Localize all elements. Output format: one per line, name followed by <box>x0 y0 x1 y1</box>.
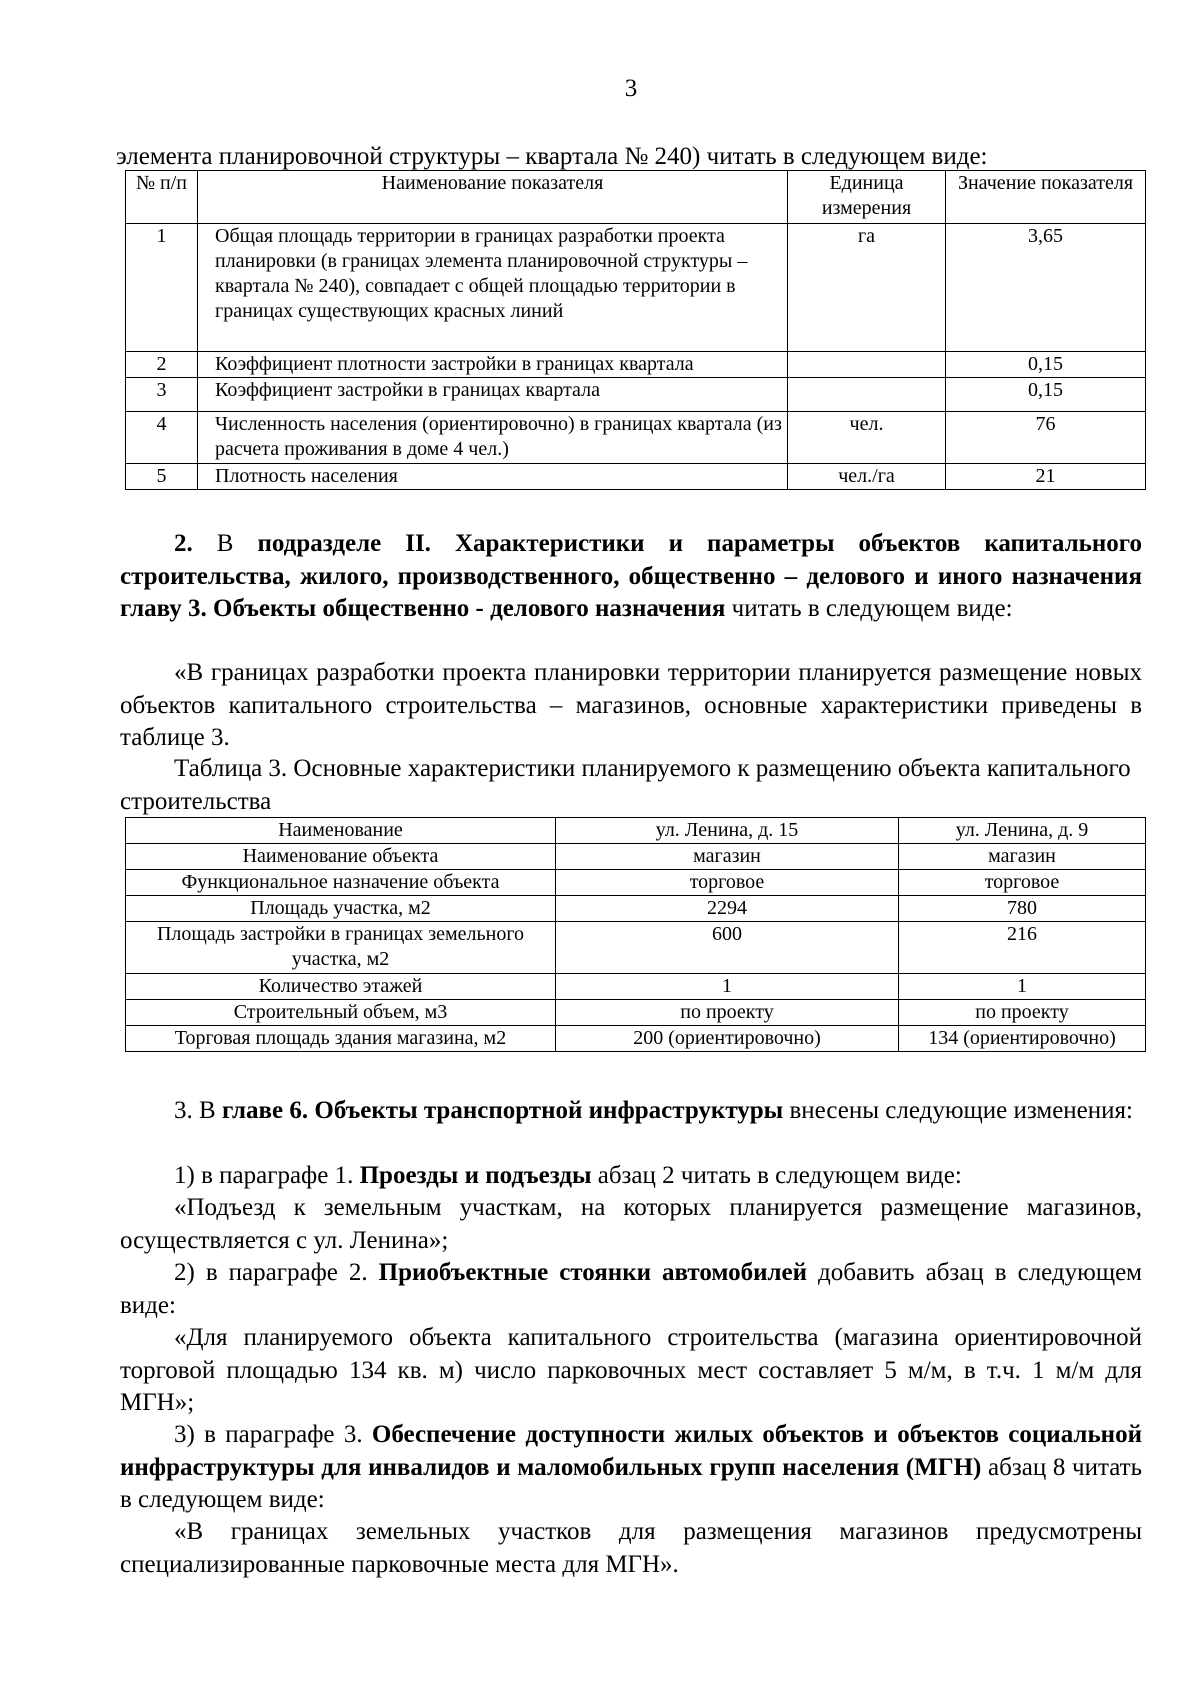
cell: 1 <box>899 974 1146 1000</box>
table-row <box>126 1000 1146 1026</box>
paragraph1-quote <box>120 1192 1142 1257</box>
table-row <box>126 922 1146 974</box>
table-row <box>126 870 1146 896</box>
p3-text-end: абзац 8 читать в следующем виде: <box>120 1453 1142 1513</box>
p3-bold: Обеспечение доступности жилых объектов и объектов социальной инфраструктуры для инвалидов и маломобильных групп населения (МГН) <box>120 1421 1142 1481</box>
paragraph3-quote <box>120 1516 1142 1581</box>
cell: 134 (ориентировочно) <box>899 1026 1146 1052</box>
table-row <box>126 974 1146 1000</box>
cell: торговое <box>899 870 1146 896</box>
row-num: 2 <box>126 352 198 378</box>
cell: по проекту <box>556 1000 899 1026</box>
section2-text-end: читать в следующем виде: <box>731 595 1013 622</box>
row-num: 3 <box>126 378 198 412</box>
header-lenina-9: ул. Ленина, д. 9 <box>899 818 1146 844</box>
header-unit: Единица измерения <box>788 171 946 224</box>
lead-text: элемента планировочной структуры – квартала № 240) читать в следующем виде: <box>116 143 988 170</box>
p2-quote-text: «Для планируемого объекта капитального строительства (магазина ориентировочной торговой площадью 134 кв. м) число парковочных мест составляет 5 м/м, в т.ч. 1 м/м для МГН»; <box>120 1324 1142 1416</box>
object-characteristics-table <box>125 817 1146 1052</box>
row-name: Коэффициент застройки в границах квартала <box>198 378 788 412</box>
table-row <box>126 896 1146 922</box>
row-value: 0,15 <box>946 352 1146 378</box>
row-unit: га <box>788 224 946 352</box>
section2-paragraph <box>120 528 1142 626</box>
header-value: Значение показателя <box>946 171 1146 224</box>
p2-text-end: добавить абзац в следующем виде: <box>120 1259 1142 1319</box>
section2-quote <box>120 657 1142 755</box>
p3-quote-text: «В границах земельных участков для размещения магазинов предусмотрены специализированные парковочные места для МГН». <box>120 1518 1142 1578</box>
cell: Строительный объем, м3 <box>126 1000 556 1026</box>
p1-text-end: абзац 2 читать в следующем виде: <box>597 1162 962 1189</box>
cell: Площадь участка, м2 <box>126 896 556 922</box>
row-value: 76 <box>946 412 1146 464</box>
row-name: Общая площадь территории в границах разработки проекта планировки (в границах элемента планировочной структуры – квартала № 240), совпадает с общей площадью территории в границах существующих красных линий <box>198 224 788 352</box>
header-name: Наименование показателя <box>198 171 788 224</box>
p2-text: 2) в параграфе 2. <box>174 1259 368 1286</box>
row-num: 5 <box>126 464 198 490</box>
section3-intro-text-end: внесены следующие изменения: <box>789 1097 1133 1124</box>
p3-text: 3) в параграфе 3. <box>174 1421 363 1448</box>
table-header-row <box>126 818 1146 844</box>
cell: 216 <box>899 922 1146 974</box>
row-num: 4 <box>126 412 198 464</box>
paragraph2-quote <box>120 1322 1142 1420</box>
p2-bold: Приобъектные стоянки автомобилей <box>378 1259 808 1286</box>
cell: Наименование объекта <box>126 844 556 870</box>
cell: магазин <box>899 844 1146 870</box>
row-name: Плотность населения <box>198 464 788 490</box>
table3-caption-text: Таблица 3. Основные характеристики планируемого к размещению объекта капитального строительства <box>120 755 1131 815</box>
paragraph1-item <box>120 1160 1142 1193</box>
paragraph2-item <box>120 1257 1142 1322</box>
section3-intro-bold: главе 6. Объекты транспортной инфраструктуры <box>221 1097 784 1124</box>
row-value: 21 <box>946 464 1146 490</box>
p1-text: 1) в параграфе 1. <box>174 1162 354 1189</box>
row-value: 0,15 <box>946 378 1146 412</box>
p1-bold: Проезды и подъезды <box>359 1162 592 1189</box>
row-name: Коэффициент плотности застройки в границах квартала <box>198 352 788 378</box>
section2-text: В <box>216 530 234 557</box>
header-lenina-15: ул. Ленина, д. 15 <box>556 818 899 844</box>
row-unit: чел. <box>788 412 946 464</box>
cell: Количество этажей <box>126 974 556 1000</box>
page-number: 3 <box>624 75 638 102</box>
section2-bold-title: подразделе II. Характеристики и параметры объектов капитального строительства, жилого, производственного, общественно – делового и иного назначения главу 3. Объекты общественно - делового назначения <box>120 530 1143 622</box>
section3-intro <box>120 1095 1142 1128</box>
cell: 600 <box>556 922 899 974</box>
row-value: 3,65 <box>946 224 1146 352</box>
cell: по проекту <box>899 1000 1146 1026</box>
table-row <box>126 1026 1146 1052</box>
row-unit <box>788 352 946 378</box>
cell: Площадь застройки в границах земельного участка, м2 <box>126 922 556 974</box>
row-unit: чел./га <box>788 464 946 490</box>
section2-number: 2. <box>174 530 193 557</box>
cell: магазин <box>556 844 899 870</box>
table3-caption <box>120 753 1142 818</box>
indicators-table <box>125 170 1146 490</box>
cell: 1 <box>556 974 899 1000</box>
p1-quote-text: «Подъезд к земельным участкам, на которых планируется размещение магазинов, осуществляется с ул. Ленина»; <box>120 1194 1142 1254</box>
section2-quote-text: «В границах разработки проекта планировки территории планируется размещение новых объектов капитального строительства – магазинов, основные характеристики приведены в таблице 3. <box>120 659 1142 751</box>
cell: 2294 <box>556 896 899 922</box>
cell: 780 <box>899 896 1146 922</box>
table-row <box>126 412 1146 464</box>
cell: Торговая площадь здания магазина, м2 <box>126 1026 556 1052</box>
row-unit <box>788 378 946 412</box>
table-row <box>126 378 1146 412</box>
header-num: № п/п <box>126 171 198 224</box>
table-row <box>126 844 1146 870</box>
header-name: Наименование <box>126 818 556 844</box>
cell: торговое <box>556 870 899 896</box>
row-num: 1 <box>126 224 198 352</box>
table-row <box>126 352 1146 378</box>
cell: 200 (ориентировочно) <box>556 1026 899 1052</box>
table-row <box>126 224 1146 352</box>
table-header-row <box>126 171 1146 224</box>
paragraph3-item <box>120 1419 1142 1517</box>
section3-intro-text: 3. В <box>174 1097 216 1124</box>
row-name: Численность населения (ориентировочно) в границах квартала (из расчета проживания в доме 4 чел.) <box>198 412 788 464</box>
cell: Функциональное назначение объекта <box>126 870 556 896</box>
table-row <box>126 464 1146 490</box>
